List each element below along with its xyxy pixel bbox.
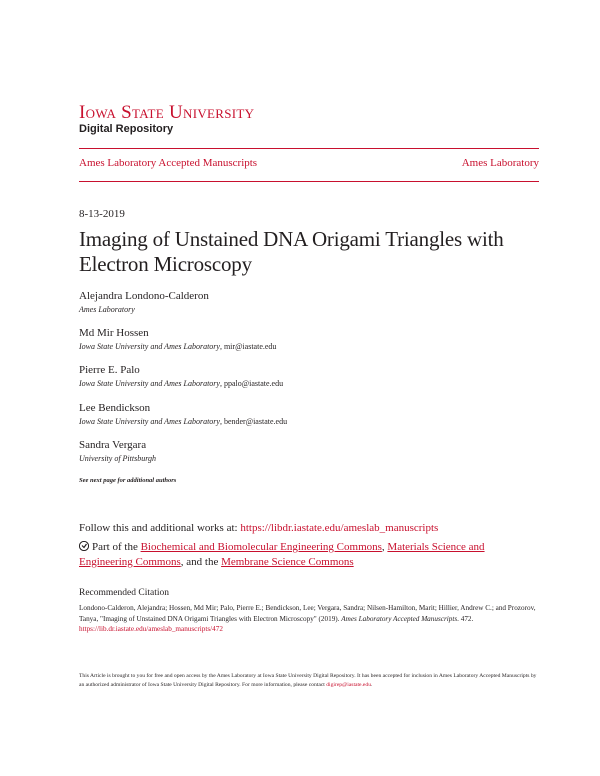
access-notice bbox=[79, 672, 543, 690]
page-title: Imaging of Unstained DNA Origami Triangles with Electron Microscopy bbox=[79, 227, 504, 276]
access-notice-text: This Article is brought to you for free and open access by the Ames Laboratory at Iowa State University Digital Repository. It has been accepted for inclusion in Ames Laboratory Accepted Manuscripts by an authorized administrator of Iowa State University Digital Repository. For more information, please contact bbox=[79, 673, 537, 688]
citation-text: Londono-Calderon, Alejandra; Hossen, Md Mir; Palo, Pierre E.; Bendickson, Lee; Vergara, Sandra; Nilsen-Hamilton, Marit; Hillier, Andrew C.; and Prozorov, Tanya, "Imaging of Unstained DNA Origami Triangles with Electron Microscopy" (2019). bbox=[79, 604, 536, 623]
affiliation-text: Iowa State University and Ames Laboratory bbox=[79, 379, 220, 388]
publication-date: 8-13-2019 bbox=[79, 208, 125, 220]
commons-link-biochemical[interactable]: Biochemical and Biomolecular Engineering Commons bbox=[140, 541, 382, 553]
commons-link-materials-science[interactable]: Materials Science and Engineering Commons bbox=[79, 541, 485, 568]
follow-line bbox=[79, 521, 438, 535]
author-affiliation: Iowa State University and Ames Laboratory, mir@iastate.edu bbox=[79, 342, 277, 351]
author-affiliation bbox=[79, 305, 135, 315]
affiliation-text: Iowa State University and Ames Laboratory bbox=[79, 417, 220, 426]
author-email: bender@iastate.edu bbox=[223, 417, 288, 426]
university-logo-text bbox=[79, 103, 254, 123]
part-of-sep1: , bbox=[381, 541, 388, 553]
see-next-page-note: See next page for additional authors bbox=[79, 477, 177, 484]
part-of-line bbox=[79, 540, 539, 570]
affiliation-text: University of Pittsburgh bbox=[79, 454, 157, 463]
author-name: Pierre E. Palo bbox=[79, 364, 140, 376]
logo-line1: Iowa State University bbox=[79, 102, 255, 123]
follow-link[interactable]: https://libdr.iastate.edu/ameslab_manuscripts bbox=[240, 522, 439, 534]
header-divider-top bbox=[79, 148, 539, 149]
author-name: Sandra Vergara bbox=[79, 439, 147, 451]
follow-text: Follow this and additional works at: bbox=[79, 522, 241, 534]
citation-body bbox=[79, 603, 541, 635]
citation-series: Ames Laboratory Accepted Manuscripts bbox=[341, 614, 458, 623]
access-notice-end: . bbox=[371, 682, 373, 688]
author-affiliation: Iowa State University and Ames Laboratory, ppalo@iastate.edu bbox=[79, 379, 284, 388]
commons-link-membrane-science[interactable]: Membrane Science Commons bbox=[221, 556, 354, 568]
affiliation-text: Iowa State University and Ames Laboratory bbox=[79, 342, 220, 351]
repository-logo-text: Digital Repository bbox=[79, 123, 174, 135]
part-of-prefix: Part of the bbox=[92, 541, 141, 553]
affiliation-text: Ames Laboratory bbox=[79, 305, 135, 314]
header-divider-bottom bbox=[79, 181, 539, 182]
author-name: Alejandra Londono-Calderon bbox=[79, 290, 209, 302]
contact-email-link[interactable]: digirep@iastate.edu bbox=[326, 682, 372, 688]
author-email: ppalo@iastate.edu bbox=[223, 379, 284, 388]
citation-link[interactable]: https://lib.dr.iastate.edu/ameslab_manuscripts/472 bbox=[79, 625, 223, 633]
citation-number: . 472. bbox=[457, 614, 474, 623]
open-access-icon bbox=[79, 541, 89, 551]
part-of-sep2: , and the bbox=[180, 556, 222, 568]
author-name: Lee Bendickson bbox=[79, 402, 151, 414]
nav-link-accepted-manuscripts[interactable]: Ames Laboratory Accepted Manuscripts bbox=[79, 157, 258, 169]
author-name: Md Mir Hossen bbox=[79, 327, 149, 339]
author-email: mir@iastate.edu bbox=[223, 342, 277, 351]
citation-heading: Recommended Citation bbox=[79, 588, 169, 598]
nav-link-ames-laboratory[interactable]: Ames Laboratory bbox=[461, 157, 539, 169]
author-affiliation bbox=[79, 454, 156, 464]
author-affiliation: Iowa State University and Ames Laboratory, bender@iastate.edu bbox=[79, 417, 288, 426]
